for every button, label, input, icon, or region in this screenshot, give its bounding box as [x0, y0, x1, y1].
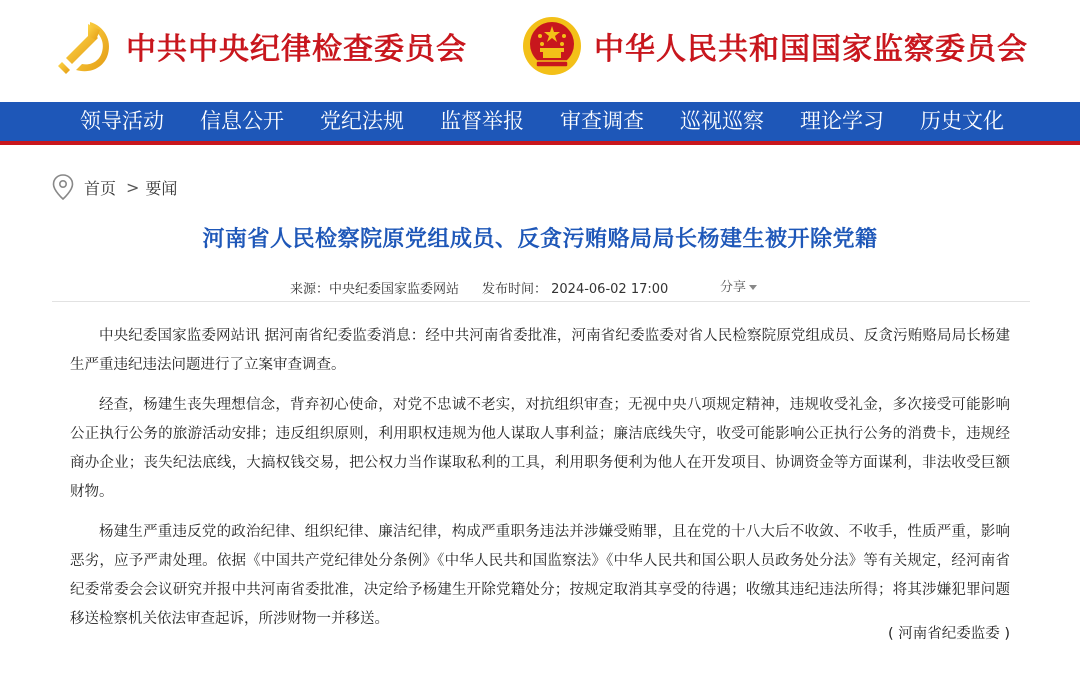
- article-publish-time: 发布时间： 2024-06-02 17:00: [482, 282, 669, 297]
- nav-item-info-disclosure[interactable]: 信息公开: [200, 109, 284, 133]
- share-label: 分享: [720, 280, 747, 295]
- meta-divider: [52, 301, 1030, 302]
- nav-item-inspection[interactable]: 巡视巡察: [680, 109, 764, 133]
- party-emblem-icon: [52, 14, 116, 78]
- nav-item-history[interactable]: 历史文化: [920, 109, 1004, 133]
- breadcrumb: [52, 173, 177, 201]
- article-paragraph: 经查，杨建生丧失理想信念，背弃初心使命，对党不忠诚不老实，对抗组织审查；无视中央八项规定精神，违规收受礼金，多次接受可能影响公正执行公务的旅游活动安排；违反组织原则，利用职权违规为他人谋取人事利益；廉洁底线失守，收受可能影响公正执行公务的消费卡，违规经商办企业；丧失纪法底线，大搞权钱交易，把公权力当作谋取私利的工具，利用职务便利为他人在开发项目、协调资金等方面谋利，非法收受巨额财物。: [70, 397, 1010, 500]
- breadcrumb-current-link[interactable]: 要闻: [145, 178, 178, 198]
- article-paragraph: 中央纪委国家监委网站讯 据河南省纪委监委消息：经中共河南省委批准，河南省纪委监委对省人民检察院原党组成员、反贪污贿赂局局长杨建生严重违纪违法问题进行了立案审查调查。: [70, 328, 1010, 373]
- nav-item-regulations[interactable]: 党纪法规: [320, 109, 404, 133]
- nav-item-theory[interactable]: 理论学习: [800, 109, 884, 133]
- nsc-logo-link[interactable]: [520, 14, 1028, 78]
- share-button[interactable]: [720, 276, 757, 295]
- nav-item-report[interactable]: 监督举报: [440, 109, 524, 133]
- article-meta: [52, 276, 1030, 300]
- article-source: 来源：中央纪委国家监委网站: [290, 282, 460, 297]
- caret-down-icon: [749, 285, 757, 290]
- article-body: [70, 322, 1010, 645]
- nav-list: [62, 102, 1022, 141]
- national-emblem-icon: [520, 14, 584, 78]
- nav-item-leadership[interactable]: 领导活动: [80, 109, 164, 133]
- article-title: 河南省人民检察院原党组成员、反贪污贿赂局局长杨建生被开除党籍: [202, 227, 878, 252]
- nsc-title: 中华人民共和国国家监察委员会: [594, 32, 1028, 67]
- location-pin-icon: [52, 174, 74, 200]
- breadcrumb-separator: >: [126, 177, 140, 197]
- ccdi-logo-link[interactable]: [52, 14, 467, 78]
- article-paragraph: 杨建生严重违反党的政治纪律、组织纪律、廉洁纪律，构成严重职务违法并涉嫌受贿罪，且在党的十八大后不收敛、不收手，性质严重，影响恶劣，应予严肃处理。依据《中国共产党纪律处分条例》《中华人民共和国监察法》《中华人民共和国公职人员政务处分法》等有关规定，经河南省纪委常委会会议研究并报中共河南省委批准，决定给予杨建生开除党籍处分；按规定取消其享受的待遇；收缴其违纪违法所得；将其涉嫌犯罪问题移送检察机关依法审查起诉，所涉财物一并移送。: [70, 524, 1010, 627]
- site-header: [0, 0, 1080, 102]
- main-nav: [0, 102, 1080, 145]
- article-signature: ( 河南省纪委监委 ): [887, 626, 1010, 642]
- nav-item-investigation[interactable]: 审查调查: [560, 109, 644, 133]
- ccdi-title: 中共中央纪律检查委员会: [126, 32, 467, 67]
- breadcrumb-home-link[interactable]: 首页: [84, 178, 117, 198]
